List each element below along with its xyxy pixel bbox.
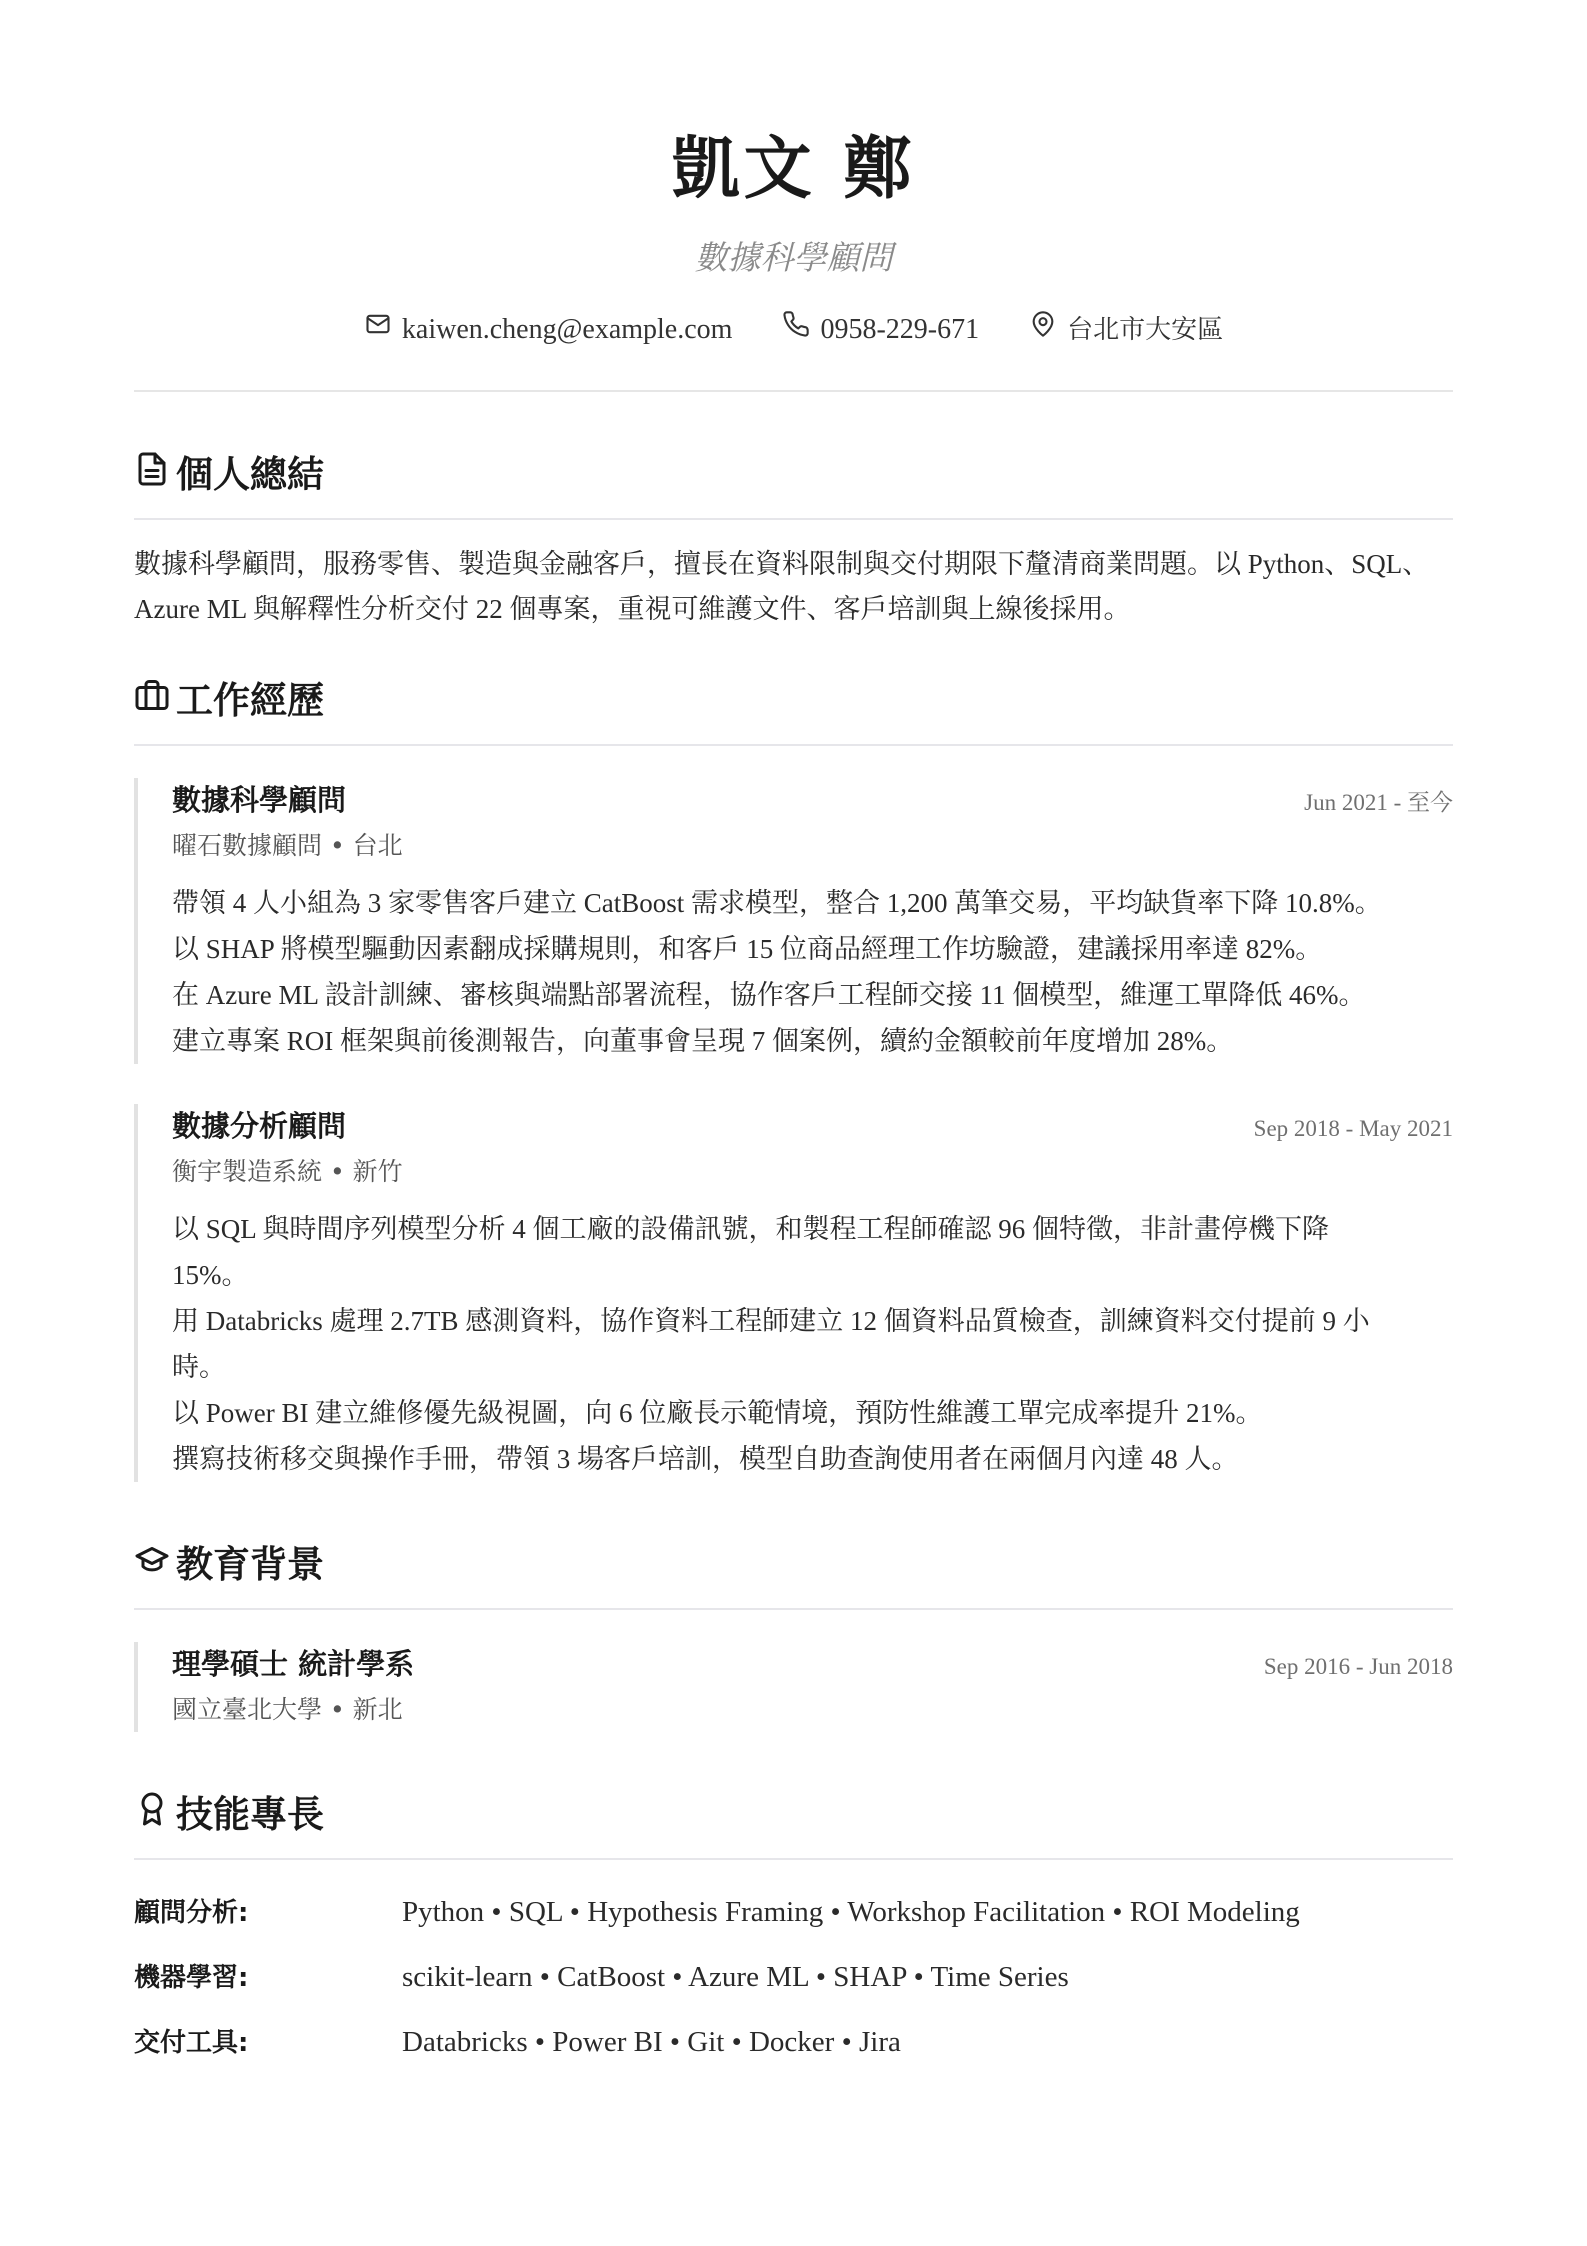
skill-items: scikit-learn • CatBoost • Azure ML • SHAP • Time Series [402, 1961, 1069, 1993]
skill-row [134, 1953, 1453, 2002]
mail-icon [364, 310, 392, 350]
job-title: 數據科學顧問 [172, 783, 347, 817]
graduation-cap-icon [134, 1540, 170, 1590]
header-divider [134, 390, 1453, 392]
contact-email[interactable] [364, 310, 733, 350]
achievement-item: 用 Databricks 處理 2.7TB 感測資料，協作資料工程師建立 12 個資料品質檢查，訓練資料交付提前 9 小時。 [172, 1306, 1370, 1382]
section-divider [134, 1608, 1453, 1610]
section-title-text: 技能專長 [176, 1793, 324, 1836]
summary-section [134, 450, 1453, 632]
phone-icon [782, 310, 810, 350]
contact-location-text: 台北市大安區 [1067, 315, 1224, 345]
skill-row [134, 2018, 1453, 2067]
education-section [134, 1540, 1453, 1732]
candidate-name: 凱文 鄭 [671, 130, 916, 209]
skills-list [134, 1888, 1453, 2067]
education-dates: Sep 2016 - Jun 2018 [1263, 1654, 1453, 1679]
skill-items: Databricks • Power BI • Git • Docker • Jira [402, 2026, 901, 2058]
document-icon [134, 450, 170, 500]
contact-email-text: kaiwen.cheng@example.com [401, 314, 733, 345]
summary-text: 數據科學顧問，服務零售、製造與金融客戶，擅長在資料限制與交付期限下釐清商業問題。以 Python、SQL、Azure ML 與解釋性分析交付 22 個專案，重視可維護文件、客戶培訓與上線後採用。 [134, 549, 1430, 624]
job-achievements [172, 880, 1453, 1064]
section-title-text: 教育背景 [176, 1543, 324, 1586]
job-dates: Jun 2021 - 至今 [1304, 790, 1453, 815]
skill-category: 機器學習: [134, 1963, 249, 1993]
school-name: 國立臺北大學 • 新北 [172, 1695, 403, 1724]
achievement-item: 撰寫技術移交與操作手冊，帶領 3 場客戶培訓，模型自助查詢使用者在兩個月內達 48 人。 [172, 1444, 1239, 1474]
map-pin-icon [1029, 310, 1057, 350]
skill-category: 交付工具: [134, 2028, 249, 2058]
resume-header [134, 120, 1453, 392]
section-divider [134, 518, 1453, 520]
skill-category: 顧問分析: [134, 1898, 249, 1928]
skills-section [134, 1790, 1453, 2067]
briefcase-icon [134, 676, 170, 726]
contact-info [134, 310, 1453, 350]
section-divider [134, 1858, 1453, 1860]
job-entry [134, 778, 1453, 1064]
skill-items: Python • SQL • Hypothesis Framing • Workshop Facilitation • ROI Modeling [402, 1896, 1300, 1928]
contact-phone-text: 0958-229-671 [820, 314, 980, 345]
experience-section [134, 676, 1453, 1482]
award-icon [134, 1790, 170, 1840]
contact-phone[interactable] [782, 310, 979, 350]
achievement-item: 建立專案 ROI 框架與前後測報告，向董事會呈現 7 個案例，續約金額較前年度增加 28%。 [172, 1026, 1234, 1056]
achievement-item: 以 SQL 與時間序列模型分析 4 個工廠的設備訊號，和製程工程師確認 96 個特徵，非計畫停機下降 15%。 [172, 1214, 1330, 1290]
job-dates: Sep 2018 - May 2021 [1253, 1116, 1453, 1141]
education-entry [134, 1642, 1453, 1732]
degree-title: 理學碩士 統計學系 [172, 1647, 415, 1681]
job-company: 衡宇製造系統 • 新竹 [172, 1157, 403, 1186]
job-title: 數據分析顧問 [172, 1109, 347, 1143]
section-divider [134, 744, 1453, 746]
section-heading-education [134, 1540, 1453, 1590]
section-heading-summary [134, 450, 1453, 500]
section-title-text: 個人總結 [176, 453, 324, 496]
achievement-item: 在 Azure ML 設計訓練、審核與端點部署流程，協作客戶工程師交接 11 個模型，維運工單降低 46%。 [172, 980, 1366, 1010]
candidate-job-title: 數據科學顧問 [694, 238, 893, 277]
section-heading-skills [134, 1790, 1453, 1840]
job-company: 曜石數據顧問 • 台北 [172, 831, 403, 860]
achievement-item: 帶領 4 人小組為 3 家零售客戶建立 CatBoost 需求模型，整合 1,200 萬筆交易，平均缺貨率下降 10.8%。 [172, 888, 1382, 918]
achievement-item: 以 Power BI 建立維修優先級視圖，向 6 位廠長示範情境，預防性維護工單完成率提升 21%。 [172, 1398, 1263, 1428]
job-entry [134, 1104, 1453, 1482]
achievement-item: 以 SHAP 將模型驅動因素翻成採購規則，和客戶 15 位商品經理工作坊驗證，建議採用率達 82%。 [172, 934, 1323, 964]
section-title-text: 工作經歷 [176, 679, 324, 722]
job-achievements [172, 1206, 1453, 1482]
section-heading-experience [134, 676, 1453, 726]
skill-row [134, 1888, 1453, 1937]
contact-location [1029, 310, 1223, 350]
